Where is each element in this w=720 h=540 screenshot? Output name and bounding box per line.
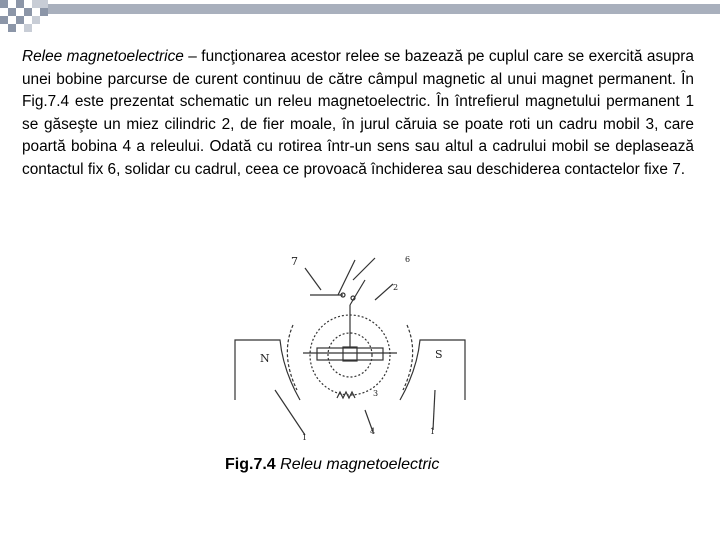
label-7: 7	[291, 255, 298, 268]
caption-text: Releu magnetoelectric	[275, 456, 440, 473]
label-2: 2	[393, 283, 399, 292]
body-paragraph	[22, 46, 694, 182]
figure-caption	[225, 456, 439, 474]
label-n: N	[260, 352, 270, 365]
relay-diagram	[225, 250, 485, 442]
label-3: 3	[373, 389, 379, 398]
header-decoration	[0, 0, 720, 40]
label-1-left: 1	[302, 433, 308, 442]
paragraph-text: – funcţionarea acestor relee se bazează pe cuplul care se exercită asupra unei bobine parcurse de curent continuu de către câmpul magnetic al unui magnet permanent. În Fig.7.4 este prezentat schematic un releu magnetoelectric. În întrefierul magnetului permanent 1 se găseşte un miez cilindric 2, de fier moale, în jurul căruia se poate roti un cadru mobil 3, care poartă bobina 4 a releului. Odată cu rotirea într-un sens sau altul a cadrului mobil se deplasează contactul fix 6, solidar cu cadrul, ceea ce provoacă închiderea sau deschiderea contactelor fixe 7.	[22, 48, 694, 178]
moving-frame	[317, 348, 383, 360]
label-s: S	[435, 348, 443, 361]
label-4: 4	[370, 427, 376, 436]
label-1-right: 1	[430, 427, 436, 436]
paragraph-term: Relee magnetoelectrice	[22, 48, 184, 65]
caption-ref: Fig.7.4	[225, 456, 276, 473]
label-6: 6	[405, 255, 411, 264]
